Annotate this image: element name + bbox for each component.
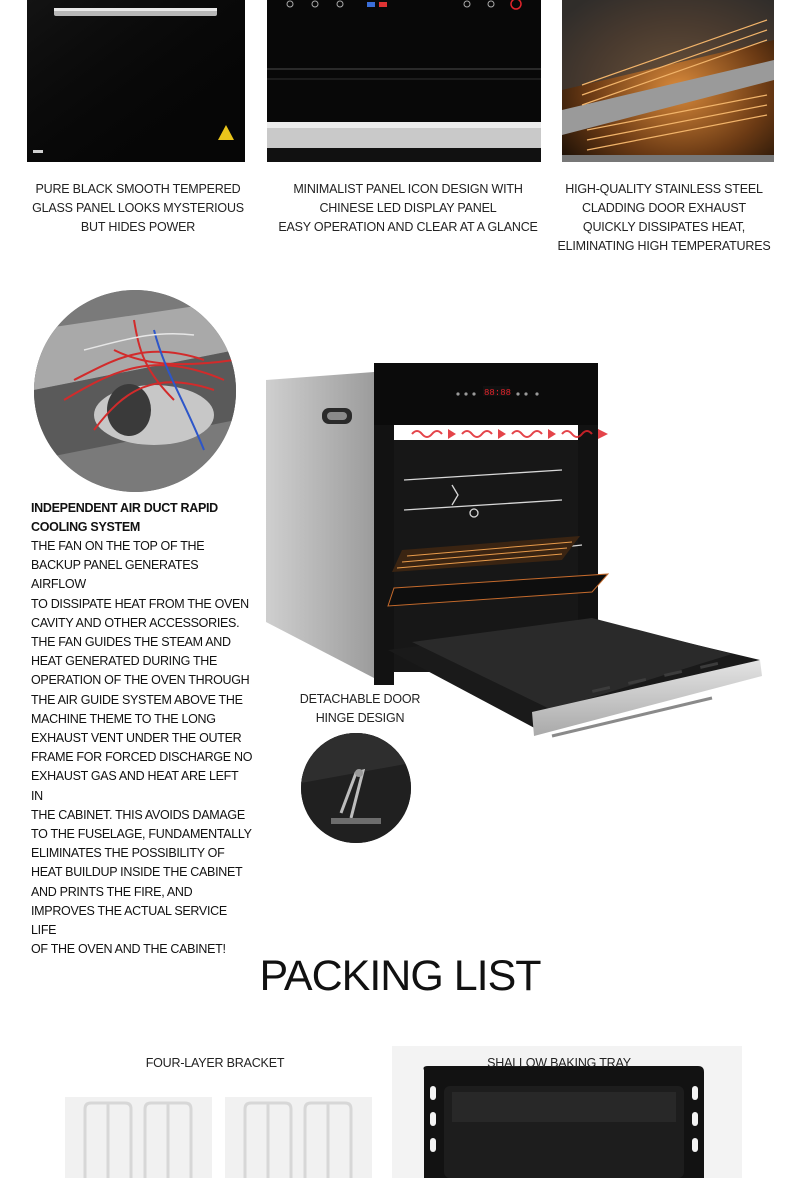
caption-line: MINIMALIST PANEL ICON DESIGN WITH — [293, 182, 523, 196]
body-line: BACKUP PANEL GENERATES AIRFLOW — [31, 558, 199, 592]
caption-line: HINGE DESIGN — [315, 711, 405, 725]
cooling-system-description — [31, 537, 253, 959]
cooling-fan-closeup — [34, 290, 236, 492]
caption-line: CHINESE LED DISPLAY PANEL — [319, 201, 497, 215]
oven-cavity-photo — [562, 0, 774, 162]
body-line: TO DISSIPATE HEAT FROM THE OVEN — [31, 596, 249, 611]
bracket-photo-left — [65, 1097, 212, 1178]
four-layer-bracket-label: FOUR-LAYER BRACKET — [145, 1056, 285, 1070]
feature-caption-panel — [270, 180, 546, 237]
body-line: OF THE OVEN AND THE CABINET! — [31, 942, 226, 957]
packing-list-title: PACKING LIST — [259, 952, 541, 1000]
caption-line: CLADDING DOOR EXHAUST — [582, 201, 746, 215]
body-line: ELIMINATES THE POSSIBILITY OF — [31, 846, 225, 861]
caption-line: DETACHABLE DOOR — [299, 692, 421, 706]
body-line: AND PRINTS THE FIRE, AND — [31, 884, 193, 899]
body-line: IMPROVES THE ACTUAL SERVICE LIFE — [31, 903, 227, 938]
body-line: MACHINE THEME TO THE LONG — [31, 711, 216, 726]
caption-line: QUICKLY DISSIPATES HEAT, — [582, 220, 746, 234]
door-hinge-closeup — [301, 733, 411, 843]
caption-line: BUT HIDES POWER — [80, 220, 196, 234]
caption-line: EASY OPERATION AND CLEAR AT A GLANCE — [278, 220, 538, 234]
feature-caption-steel — [552, 180, 776, 256]
cooling-system-title — [31, 499, 251, 537]
body-line: TO THE FUSELAGE, FUNDAMENTALLY — [31, 827, 252, 842]
black-glass-panel-photo — [27, 0, 245, 162]
body-line: THE FAN ON THE TOP OF THE — [31, 539, 205, 553]
caption-line: GLASS PANEL LOOKS MYSTERIOUS — [32, 201, 244, 215]
body-line: THE CABINET. THIS AVOIDS DAMAGE — [31, 807, 245, 822]
caption-line: ELIMINATING HIGH TEMPERATURES — [557, 239, 771, 253]
body-line: EXHAUST VENT UNDER THE OUTER — [31, 731, 242, 746]
body-line: HEAT GENERATED DURING THE — [31, 654, 218, 669]
title-line: INDEPENDENT AIR DUCT RAPID — [31, 501, 218, 515]
body-line: FRAME FOR FORCED DISCHARGE NO — [31, 750, 253, 765]
body-line: OPERATION OF THE OVEN THROUGH — [31, 673, 250, 688]
shallow-baking-tray-label: SHALLOW BAKING TRAY — [487, 1056, 631, 1070]
title-line: COOLING SYSTEM — [31, 520, 141, 534]
body-line: THE FAN GUIDES THE STEAM AND — [31, 635, 231, 650]
control-panel-photo — [267, 0, 541, 162]
caption-line: PURE BLACK SMOOTH TEMPERED — [35, 182, 241, 196]
feature-caption-glass — [27, 180, 249, 237]
caption-line: HIGH-QUALITY STAINLESS STEEL — [565, 182, 763, 196]
body-line: EXHAUST GAS AND HEAT ARE LEFT IN — [31, 769, 239, 803]
hinge-caption — [270, 690, 450, 728]
led-display-readout: 88:88 — [484, 388, 512, 398]
bracket-photo-right — [225, 1097, 372, 1178]
body-line: THE AIR GUIDE SYSTEM ABOVE THE — [31, 692, 243, 707]
body-line: HEAT BUILDUP INSIDE THE CABINET — [31, 865, 243, 880]
body-line: CAVITY AND OTHER ACCESSORIES. — [31, 615, 240, 630]
